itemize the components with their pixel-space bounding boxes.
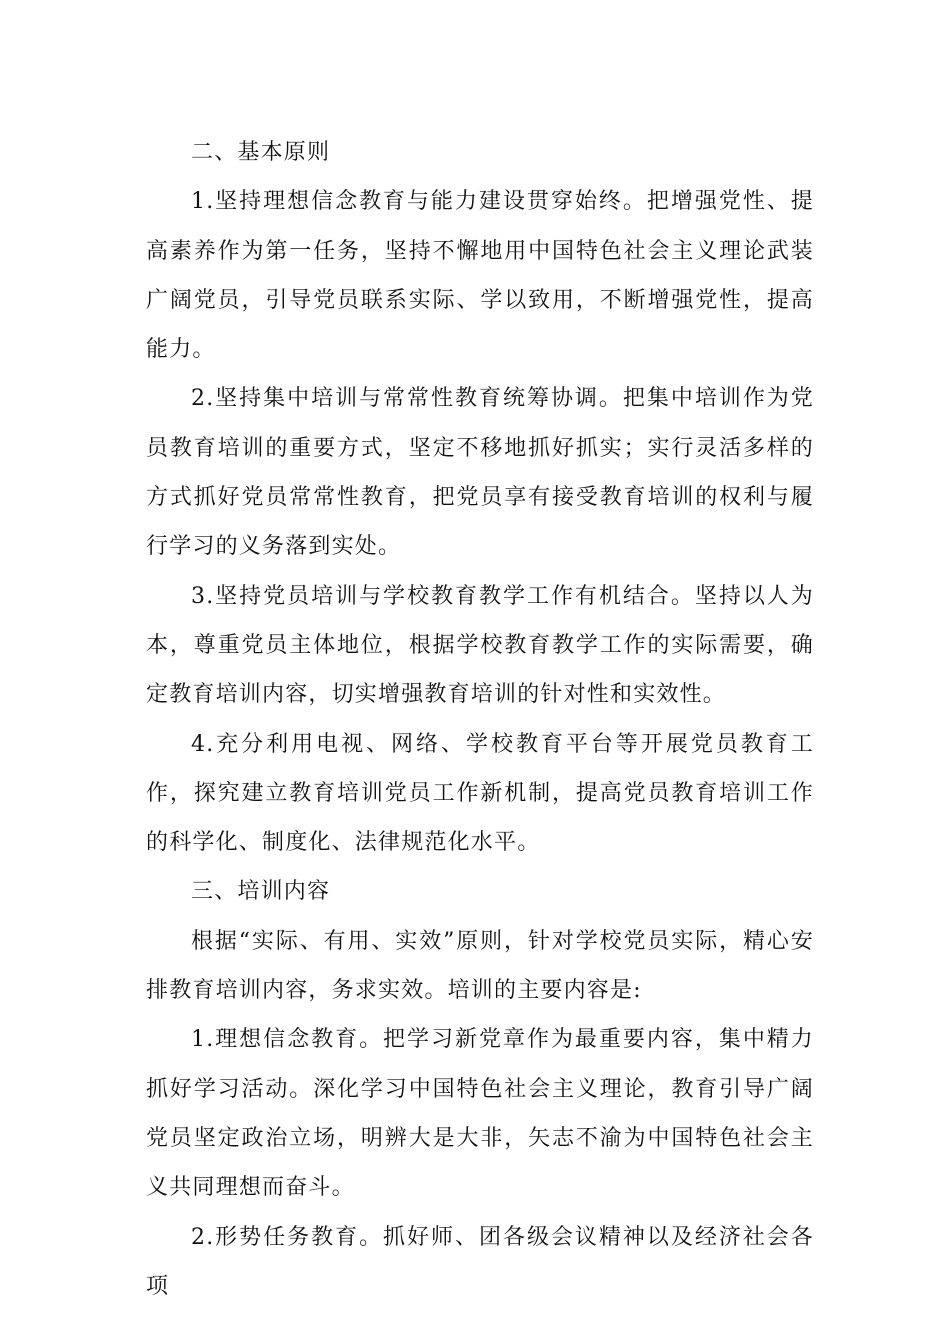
paragraph-training-intro: 根据“实际、有用、实效”原则，针对学校党员实际，精心安排教育培训内容，务求实效。培训的主要内容是: [146,928,814,1004]
paragraph-principle-2: 2.坚持集中培训与常常性教育统筹协调。把集中培训作为党员教育培训的重要方式，坚定不移地抓好抓实；实行灵活多样的方式抓好党员常常性教育，把党员享有接受教育培训的权利与履行学习的义务落到实处。 [146,386,814,560]
paragraph-content-1: 1.理想信念教育。把学习新党章作为最重要内容，集中精力抓好学习活动。深化学习中国特色社会主义理论，教育引导广阔党员坚定政治立场，明辨大是大非，矢志不渝为中国特色社会主义共同理想而奋斗。 [146,1027,814,1201]
paragraph-principle-3: 3.坚持党员培训与学校教育教学工作有机结合。坚持以人为本，尊重党员主体地位，根据学校教育教学工作的实际需要，确定教育培训内容，切实增强教育培训的针对性和实效性。 [146,583,814,708]
section-heading-training-content: 三、培训内容 [191,879,331,905]
paragraph-principle-4: 4.充分利用电视、网络、学校教育平台等开展党员教育工作，探究建立教育培训党员工作新机制，提高党员教育培训工作的科学化、制度化、法律规范化水平。 [146,731,814,856]
document-body [146,128,814,1311]
paragraph-principle-1: 1.坚持理想信念教育与能力建设贯穿始终。把增强党性、提高素养作为第一任务，坚持不懈地用中国特色社会主义理论武装广阔党员，引导党员联系实际、学以致用，不断增强党性，提高能力。 [146,189,814,363]
paragraph-content-2: 2.形势任务教育。抓好师、团各级会议精神以及经济社会各项 [146,1224,814,1299]
section-heading-basic-principles: 二、基本原则 [191,140,331,165]
